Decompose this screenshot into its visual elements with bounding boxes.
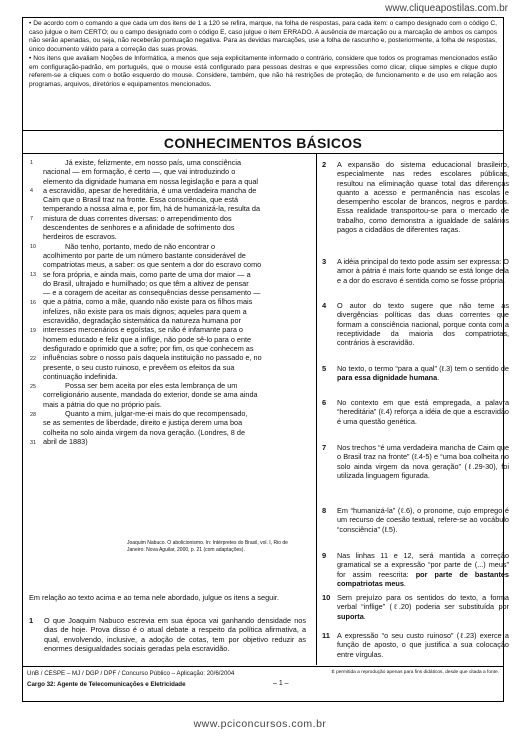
passage-line: influências sobre o nosso país daquela instituição no passado e, no: [43, 353, 262, 363]
item-text: Nos trechos “é uma verdadeira mancha de Caim que o Brasil traz na fronte” (ℓ.4-5) e “uma boa colheita no solo ainda virgem da nova geração” (ℓ.29-30), foi utilizada linguagem figurada.: [337, 443, 509, 480]
line-number: 31: [30, 440, 36, 446]
item-number: 11: [322, 631, 330, 640]
passage-line: compatriotas meus, a saber: os que sentem a dor do escravo como: [43, 260, 262, 270]
passage-line: desfigurado e oprimido que a sofre; por fim, os que conhecem as: [43, 343, 254, 353]
passage-line: Possa ser bem aceita por eles esta lembrança de um: [65, 381, 238, 391]
line-number: 28: [30, 412, 36, 418]
passage-line: nacional — em formação, é certo —, que vai introduzindo o: [43, 167, 236, 177]
item-text: A expressão “o seu custo ruinoso” (ℓ.23) exerce a função de aposto, o que justifica a sua colocação entre vírgulas.: [337, 631, 509, 659]
passage-line: descendentes de senhores e a afinidade de sofrimento dos: [43, 223, 235, 233]
passage-line: acolhimento por parte de um número bastante considerável de: [43, 250, 246, 260]
section-title: CONHECIMENTOS BÁSICOS: [163, 135, 363, 151]
passage-line: herdeiros de escravos.: [43, 232, 117, 242]
items-intro: Em relação ao texto acima e ao tema nele abordado, julgue os itens a seguir.: [29, 593, 279, 602]
line-number: 7: [30, 216, 33, 222]
line-number: 25: [30, 384, 36, 390]
passage-line: do Brasil, ultrajado e humilhado; os que têm a altivez de pensar: [43, 278, 249, 288]
passage-line: homem educado e feliz que a inflige, não pode sê-lo para o ente: [43, 334, 252, 344]
divider-heading: [23, 153, 503, 154]
item-text-part: Nas linhas 11 e 12, será mantida a correção gramatical se a expressão “por parte de (...) meus” for assim reescrita:: [337, 551, 509, 579]
footer-role: Cargo 32: Agente de Telecomunicações e Eletricidade: [27, 681, 186, 688]
passage-source: Joaquim Nabuco. O abolicionismo. In: Intérpretes do Brasil, vol. I, Rio de Janeiro: Nova Aguilar, 2000, p. 21 (com adaptações).: [127, 540, 288, 553]
line-number: 1: [30, 160, 33, 166]
item-text: A expansão do sistema educacional brasileiro, especialmente nas redes escolares públicas, resultou na eliminação quase total das diferenças quanto a acesso e permanência nas escolas e desempenho escolar de brancos, negros e pardos. Essa realidade transportou-se para o mercado de trabalho, como demonstra a igualdade de salários pagos a cidadãos de diferentes raças.: [337, 160, 509, 235]
item-text-part: .: [363, 611, 366, 621]
passage-line: mais a pátria do que no próprio país.: [43, 399, 162, 409]
passage-line: Não tenho, portanto, medo de não encontrar o: [65, 241, 216, 251]
item-number: 10: [322, 593, 331, 602]
item-text-part: .: [437, 373, 440, 383]
passage-line: — e a coragem de aceitar as consequências desse pensamento —: [43, 288, 261, 298]
passage-line: abril de 1883): [43, 436, 88, 446]
divider-top: [23, 130, 503, 131]
item-number: 8: [322, 506, 327, 515]
item-number: 4: [322, 301, 327, 310]
column-divider: [316, 154, 317, 665]
passage-line: a escravidão, apesar de hereditária, é uma verdadeira mancha de: [43, 185, 257, 195]
passage-line: elemento da dignidade humana em nossa legislação e para a qual: [43, 176, 259, 186]
item-number: 1: [29, 616, 34, 625]
exam-page-frame: [22, 17, 509, 702]
item-text: [337, 364, 509, 383]
item-number: 2: [322, 160, 327, 169]
item-text-bold: suporta: [337, 611, 364, 621]
passage-line: mistura de duas correntes diversas: o arrependimento dos: [43, 213, 232, 223]
item-text-bold: por parte de bastantes compatriotas meus: [337, 569, 509, 588]
line-number: 22: [30, 356, 36, 362]
line-number: 16: [30, 300, 36, 306]
item-number: 3: [322, 257, 327, 266]
page-number: – 1 –: [273, 680, 289, 687]
passage-line: continuação indefinida.: [43, 371, 118, 381]
item-text: Em “humanizá-la” (ℓ.6), o pronome, cujo emprego é um recurso de coesão textual, refere-se ao vocábulo “consciência” (ℓ.5).: [337, 506, 509, 534]
passage-line: Caim que o Brasil traz na fronte. Essa consciência, que está: [43, 195, 239, 205]
watermark-bottom: www.pciconcursos.com.br: [193, 718, 327, 730]
line-number: 4: [30, 188, 33, 194]
item-text: [337, 551, 509, 588]
instruction-1: • De acordo com o comando a que cada um dos itens de 1 a 120 se refira, marque, na folha de respostas, para cada item: o campo designado com o código C, caso julgue o item CERTO; ou o campo designado com o código E, caso julgue o item ERRADO. A ausência de marcação ou a marcação de ambos os campos não serão apenadas, ou seja, não receberão pontuação negativa. Para as devidas marcações, use a folha de rascunho e, posteriormente, a folha de respostas, único documento válido para a correção das suas provas.: [29, 20, 497, 53]
item-text-part: No texto, o termo “para a qual” (ℓ.3) tem o sentido de: [337, 364, 509, 373]
instructions: [29, 20, 497, 90]
item-text-part: .: [403, 578, 406, 588]
footer-notice: É permitida a reprodução apenas para fins didáticos, desde que citada a fonte.: [331, 670, 499, 675]
passage-line: que a pátria, como a mãe, quando não existe para os filhos mais: [43, 297, 253, 307]
footer-org: UnB / CESPE – MJ / DGP / DPF / Concurso Público – Aplicação: 20/6/2004: [27, 670, 235, 677]
passage-line: infelizes, não existe para os mais dignos; aqueles para quem a: [43, 306, 247, 316]
item-number: 9: [322, 551, 327, 560]
item-number: 7: [322, 443, 327, 452]
passage-line: escravidão, degradação sistemática da natureza humana por: [43, 316, 241, 326]
passage-line: correligionário ausente, mandada do exterior, donde se ama ainda: [43, 390, 258, 400]
watermark-top: www.cliqueapostilas.com.br: [385, 3, 508, 14]
passage-line: Já existe, felizmente, em nosso país, uma consciência: [65, 158, 242, 167]
divider-footer: [23, 666, 503, 667]
item-text-bold: para essa dignidade humana: [337, 373, 438, 383]
passage-line: interesses mercenários e egoístas, se não é infamante para o: [43, 325, 243, 335]
passage-line: Quanto a mim, julgar-me-ei mais do que recompensado,: [65, 409, 248, 419]
passage-text: [43, 158, 306, 446]
item-number: 6: [322, 398, 327, 407]
instruction-2: • Nos itens que avaliam Noções de Informática, a menos que seja explicitamente informado o contrário, considere que todos os programas mencionados estão em configuração-padrão, em português, que o mouse está configurado para pessoas destras e que expressões como clicar, clique simples e clique duplo referem-se a cliques com o botão esquerdo do mouse. Considere, também, que não há restrições de proteção, de funcionamento e de uso em relação aos programas, arquivos, diretórios e equipamentos mencionados.: [29, 55, 497, 88]
passage-line: se as sementes de liberdade, direito e justiça derem uma boa: [43, 418, 243, 428]
item-text: [337, 593, 509, 621]
line-number: 13: [30, 272, 36, 278]
line-number: 19: [30, 328, 36, 334]
item-text: No contexto em que está empregada, a palavra “hereditária” (ℓ.4) reforça a idéia de que a escravidão é uma questão genética.: [337, 398, 509, 426]
passage-line: presente, o seu custo ruinoso, e prevêem os efeitos da sua: [43, 362, 235, 372]
item-text: A idéia principal do texto pode assim ser expressa: O amor à pátria é mais forte quando se está longe dela e a dor do escravo é sentida como se fosse própria.: [337, 257, 509, 285]
passage-line: temperando a nossa alma e, por fim, há de humanizá-la, resulta da: [43, 204, 261, 214]
passage-line: se fora própria, e ainda mais, como parte de uma dor maior — a: [43, 269, 251, 279]
item-text-part: Sem prejuízo para os sentidos do texto, a forma verbal “inflige” (ℓ.20) poderia ser substituída por: [337, 593, 509, 612]
line-number: 10: [30, 244, 36, 250]
item-number: 5: [322, 364, 327, 373]
item-text: O autor do texto sugere que não teme as divergências políticas das duas correntes que formam a consciência nacional, porque conta com a receptividade da maioria dos compatriotas, contrários à escravidão.: [337, 301, 509, 348]
passage-line: colheita no solo ainda virgem da nova geração. (Londres, 8 de: [43, 427, 246, 437]
item-text: O que Joaquim Nabuco escrevia em sua época vai ganhando densidade nos dias de hoje. Prova disso é o atual debate a respeito da política afirmativa, a qual, envolvendo, inclusive, a adoção de cotas, tem por objetivo reduzir as enormes desigualdades sociais geradas pela escravidão.: [44, 616, 306, 653]
